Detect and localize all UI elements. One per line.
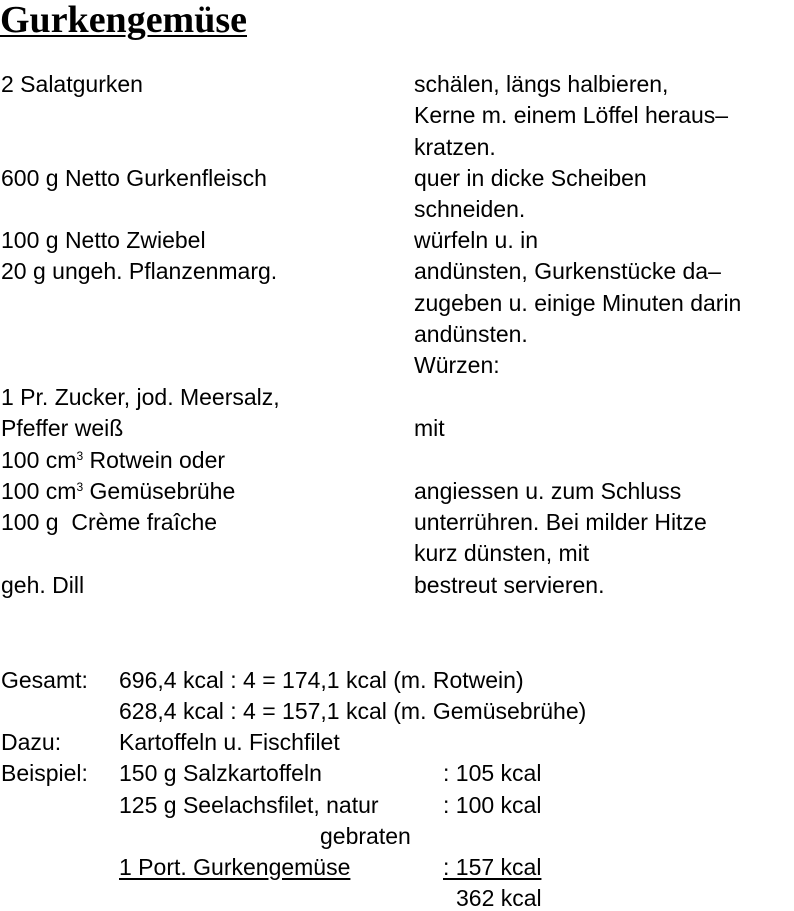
gesamt-label: Gesamt:	[1, 667, 88, 693]
dazu-label: Dazu:	[1, 729, 62, 755]
instruction-line: quer in dicke Scheiben	[414, 165, 647, 191]
instruction-line: unterrühren. Bei milder Hitze	[414, 509, 707, 535]
instruction-line: schneiden.	[414, 196, 526, 222]
ingredient-name: Gemüsebrühe	[83, 478, 236, 504]
instruction-line: würfeln u. in	[414, 227, 539, 253]
gesamt-line: 628,4 kcal : 4 = 157,1 kcal (m. Gemüsebrühe)	[119, 698, 587, 724]
ingredient-qty: 100 cm	[1, 447, 77, 473]
ingredient-line: 100 g Crème fraîche	[1, 509, 218, 535]
instruction-line: mit	[414, 415, 445, 441]
instruction-line: bestreut servieren.	[414, 572, 605, 598]
superscript: 3	[76, 480, 84, 494]
instruction-line: zugeben u. einige Minuten darin	[414, 290, 742, 316]
ingredient-line: 600 g Netto Gurkenfleisch	[1, 165, 267, 191]
dazu-text: Kartoffeln u. Fischfilet	[119, 729, 340, 755]
beispiel-kcal: : 105 kcal	[443, 760, 542, 786]
ingredient-line: 20 g ungeh. Pflanzenmarg.	[1, 258, 278, 284]
ingredient-line: 1 Pr. Zucker, jod. Meersalz,	[1, 384, 280, 410]
instruction-line: schälen, längs halbieren,	[414, 71, 669, 97]
instruction-line: Würzen:	[414, 352, 500, 378]
beispiel-kcal: : 157 kcal	[443, 854, 542, 880]
ingredient-qty: 100 cm	[1, 478, 77, 504]
instruction-line: Kerne m. einem Löffel heraus–	[414, 102, 729, 128]
beispiel-label: Beispiel:	[1, 760, 88, 786]
recipe-title: Gurkengemüse	[0, 0, 247, 41]
beispiel-item-continuation: gebraten	[320, 823, 411, 849]
superscript: 3	[76, 449, 84, 463]
ingredient-line	[1, 447, 225, 473]
ingredient-line: 2 Salatgurken	[1, 71, 143, 97]
ingredient-line: 100 g Netto Zwiebel	[1, 227, 206, 253]
beispiel-kcal: : 100 kcal	[443, 792, 542, 818]
ingredient-line: geh. Dill	[1, 572, 85, 598]
ingredient-name: Rotwein oder	[83, 447, 226, 473]
beispiel-item: 150 g Salzkartoffeln	[119, 760, 322, 786]
instruction-line: kratzen.	[414, 134, 496, 160]
instruction-line: angiessen u. zum Schluss	[414, 478, 682, 504]
ingredient-line	[1, 478, 235, 504]
beispiel-item: 1 Port. Gurkengemüse	[119, 854, 351, 880]
beispiel-item: 125 g Seelachsfilet, natur	[119, 792, 379, 818]
instruction-line: andünsten.	[414, 321, 528, 347]
ingredient-line: Pfeffer weiß	[1, 415, 124, 441]
instruction-line: kurz dünsten, mit	[414, 540, 590, 566]
kcal-total: 362 kcal	[456, 885, 542, 911]
gesamt-line: 696,4 kcal : 4 = 174,1 kcal (m. Rotwein)	[119, 667, 524, 693]
instruction-line: andünsten, Gurkenstücke da–	[414, 258, 721, 284]
